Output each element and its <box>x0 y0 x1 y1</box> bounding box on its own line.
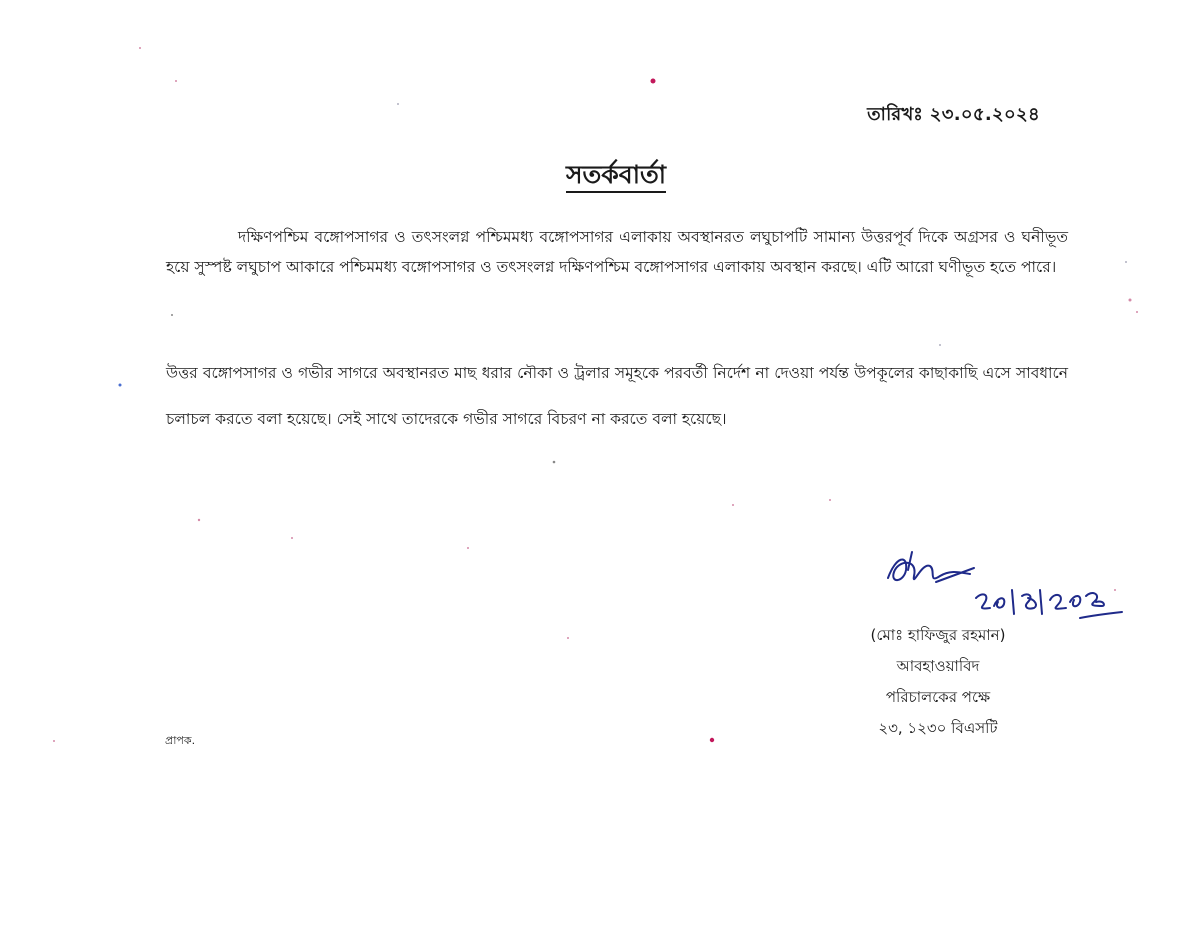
document-title <box>0 155 1197 198</box>
paragraph-1: দক্ষিণপশ্চিম বঙ্গোপসাগর ও তৎসংলগ্ন পশ্চিমমধ্য বঙ্গোপসাগর এলাকায় অবস্থানরত লঘুচাপটি সামান্য উত্তরপূর্ব দিকে অগ্রসর ও ঘনীভূত হয়ে সুস্পষ্ট লঘুচাপ আকারে পশ্চিমমধ্য বঙ্গোপসাগর ও তৎসংলগ্ন দক্ষিণপশ্চিম বঙ্গোপসাগর এলাকায় অবস্থান করছে। এটি আরো ঘণীভূত হতে পারে। <box>166 228 1068 276</box>
issue-time: ২৩, ১২৩০ বিএসটি <box>878 719 998 737</box>
on-behalf-line: পরিচালকের পক্ষে <box>885 688 991 706</box>
recipient-label: প্রাপক. <box>165 734 196 747</box>
paragraph-2: উত্তর বঙ্গোপসাগর ও গভীর সাগরে অবস্থানরত মাছ ধরার নৌকা ও ট্রলার সমূহকে পরবর্তী নির্দেশ না দেওয়া পর্যন্ত উপকূলের কাছাকাছি এসে সাবধানে চলাচল করতে বলা হয়েছে। সেই সাথে তাদেরকে গভীর সাগরে বিচরণ না করতে বলা হয়েছে। <box>166 364 1068 428</box>
title-text: সতর্কবার্তা <box>566 160 666 193</box>
document-date: তারিখঃ ২৩.০৫.২০২৪ <box>867 104 1040 125</box>
signatory-details <box>828 620 1048 744</box>
signatory-name: (মোঃ হাফিজুর রহমান) <box>870 626 1006 644</box>
signatory-designation: আবহাওয়াবিদ <box>896 657 980 675</box>
